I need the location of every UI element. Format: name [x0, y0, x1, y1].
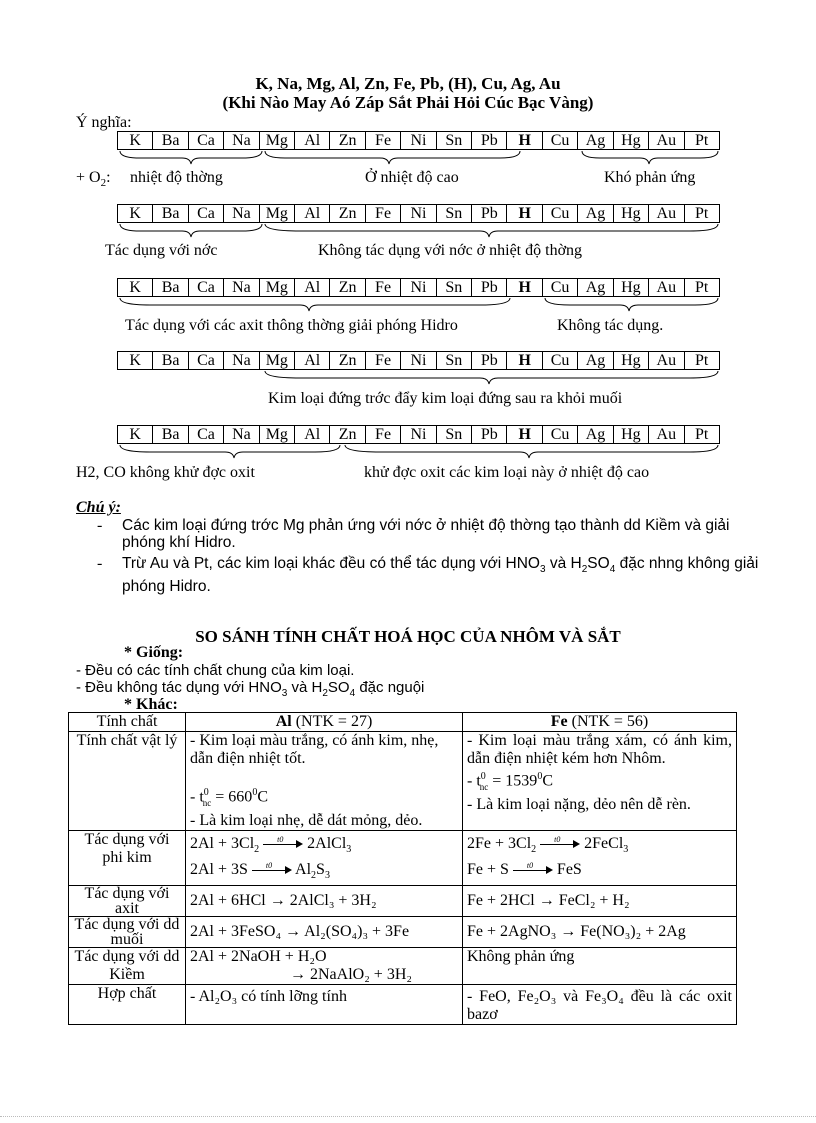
series-cell-ni: Ni — [401, 279, 436, 296]
series-cell-sn: Sn — [437, 279, 472, 296]
series-cell-ba: Ba — [153, 132, 188, 149]
series-cell-cu: Cu — [543, 205, 578, 222]
series-cell-mg: Mg — [260, 205, 295, 222]
series-cell-cu: Cu — [543, 279, 578, 296]
series-cell-ag: Ag — [578, 205, 613, 222]
series-cell-al: Al — [295, 352, 330, 369]
row5-label-b: khử đợc oxit các kim loại này ở nhiệt độ cao — [364, 464, 650, 481]
note-dash-2: - — [97, 555, 103, 572]
series-cell-hg: Hg — [614, 132, 649, 149]
arrow-icon: t0 — [540, 839, 580, 849]
series-cell-ca: Ca — [189, 205, 224, 222]
series-cell-ag: Ag — [578, 132, 613, 149]
brace — [265, 224, 718, 237]
series-cell-ni: Ni — [401, 352, 436, 369]
al-acid: 2Al + 6HCl → 2AlCl₃ + 3H₂ — [186, 885, 463, 916]
fe-acid: Fe + 2HCl → FeCl₂ + H₂ — [463, 885, 737, 916]
series-cell-al: Al — [295, 426, 330, 443]
series-cell-k: K — [118, 205, 153, 222]
series-cell-na: Na — [224, 279, 259, 296]
note-title: Chú ý: — [76, 499, 121, 516]
series-cell-al: Al — [295, 132, 330, 149]
series-cell-ag: Ag — [578, 279, 613, 296]
series-cell-h: H — [507, 352, 542, 369]
arrow-icon: t0 — [252, 865, 292, 875]
series-cell-ni: Ni — [401, 132, 436, 149]
series-cell-mg: Mg — [260, 426, 295, 443]
brace — [120, 151, 262, 164]
brace — [265, 151, 520, 164]
fe-compound: - FeO, Fe₂O₃ và Fe₃O₄ đều là các oxit bazơ — [463, 984, 737, 1024]
row-label-compound: Hợp chất — [69, 984, 186, 1024]
series-cell-k: K — [118, 426, 153, 443]
series-cell-mg: Mg — [260, 352, 295, 369]
series-cell-sn: Sn — [437, 352, 472, 369]
brace — [120, 224, 262, 237]
brace — [545, 298, 718, 311]
series-cell-mg: Mg — [260, 279, 295, 296]
header-al: Al (NTK = 27) — [186, 713, 463, 732]
series-cell-pb: Pb — [472, 132, 507, 149]
series-cell-ni: Ni — [401, 426, 436, 443]
series-cell-ag: Ag — [578, 426, 613, 443]
series-cell-sn: Sn — [437, 426, 472, 443]
series-cell-h: H — [507, 426, 542, 443]
series-cell-zn: Zn — [330, 132, 365, 149]
series-cell-fe: Fe — [366, 279, 401, 296]
row-label-physical: Tính chất vật lý — [69, 732, 186, 831]
series-cell-k: K — [118, 132, 153, 149]
table-row — [69, 984, 737, 1024]
series-cell-al: Al — [295, 205, 330, 222]
series-cell-fe: Fe — [366, 426, 401, 443]
series-cell-h: H — [507, 132, 542, 149]
series-cell-au: Au — [649, 352, 684, 369]
series-cell-sn: Sn — [437, 132, 472, 149]
row5-label-a: H2, CO không khử đợc oxit — [76, 464, 255, 481]
page-footer-divider — [0, 1116, 816, 1117]
note-2: Trừ Au và Pt, các kim loại khác đều có thể tác dụng với $HNO_3$ và $H_2SO_4$ đặc nhng không giải phóng Hidro. — [122, 555, 759, 596]
al-compound: - Al₂O₃ có tính lỡng tính — [186, 984, 463, 1024]
same-1: - Đều có các tính chất chung của kim loại. — [76, 662, 355, 679]
series-cell-hg: Hg — [614, 352, 649, 369]
series-cell-ca: Ca — [189, 279, 224, 296]
series-cell-al: Al — [295, 279, 330, 296]
series-cell-na: Na — [224, 132, 259, 149]
series-cell-ni: Ni — [401, 205, 436, 222]
series-cell-k: K — [118, 352, 153, 369]
series-cell-ca: Ca — [189, 426, 224, 443]
table-row — [69, 916, 737, 947]
brace — [120, 298, 510, 311]
series-cell-au: Au — [649, 426, 684, 443]
page-title: K, Na, Mg, Al, Zn, Fe, Pb, (H), Cu, Ag, Au — [255, 74, 561, 93]
series-cell-pt: Pt — [695, 352, 709, 369]
series-cell-na: Na — [224, 205, 259, 222]
series-cell-pt: Pt — [695, 205, 709, 222]
al-physical: - Kim loại màu trắng, có ánh kim, nhẹ, dẫn điện nhiệt tốt. - $t^0_{nc} = 660^0C$ - Là kim loại nhẹ, dễ dát mỏng, dẻo. — [186, 732, 463, 831]
series-cell-ag: Ag — [578, 352, 613, 369]
series-cell-h: H — [507, 205, 542, 222]
series-cell-pt: Pt — [695, 132, 709, 149]
series-cell-fe: Fe — [366, 132, 401, 149]
series-cell-pt: Pt — [695, 279, 709, 296]
brace — [120, 445, 340, 458]
table-row — [69, 947, 737, 984]
table-row — [69, 732, 737, 831]
series-cell-ca: Ca — [189, 352, 224, 369]
row1-label-a: nhiệt độ thờng — [130, 169, 223, 186]
series-cell-mg: Mg — [260, 132, 295, 149]
series-cell-au: Au — [649, 279, 684, 296]
series-cell-hg: Hg — [614, 426, 649, 443]
series-cell-au: Au — [649, 205, 684, 222]
row2-label-a: Tác dụng với nớc — [105, 242, 218, 259]
row4-label-a: Kim loại đứng trớc đẩy kim loại đứng sau ra khỏi muối — [268, 390, 623, 407]
series-cell-ba: Ba — [153, 279, 188, 296]
same-label: * Giống: — [124, 644, 184, 661]
series-cell-ba: Ba — [153, 205, 188, 222]
series-cell-pb: Pb — [472, 205, 507, 222]
series-cell-zn: Zn — [330, 205, 365, 222]
o2-label: + $O_2$: — [76, 169, 111, 190]
fe-nonmetal: $2Fe + 3Cl_2$ t0 2FeCl$_3$ Fe + S t0 FeS — [463, 830, 737, 885]
meaning-label: Ý nghĩa: — [76, 114, 132, 131]
series-cell-ba: Ba — [153, 426, 188, 443]
brace — [265, 371, 718, 384]
comparison-table — [68, 712, 737, 1025]
series-cell-cu: Cu — [543, 352, 578, 369]
series-cell-fe: Fe — [366, 352, 401, 369]
al-salt: 2Al + 3FeSO₄ → Al₂(SO₄)₃ + 3Fe — [186, 916, 463, 947]
row-label-acid: Tác dụng với axit — [69, 885, 186, 916]
series-cell-hg: Hg — [614, 279, 649, 296]
fe-alkali: Không phản ứng — [463, 947, 737, 984]
table-header-row — [69, 713, 737, 732]
series-cell-sn: Sn — [437, 205, 472, 222]
series-cell-pb: Pb — [472, 352, 507, 369]
series-cell-pt: Pt — [695, 426, 709, 443]
series-cell-cu: Cu — [543, 132, 578, 149]
series-cell-fe: Fe — [366, 205, 401, 222]
row1-label-c: Khó phản ứng — [604, 169, 696, 186]
series-cell-k: K — [118, 279, 153, 296]
series-cell-zn: Zn — [330, 426, 365, 443]
row-label-salt: Tác dụng với dd muối — [69, 916, 186, 947]
series-cell-hg: Hg — [614, 205, 649, 222]
series-cell-ca: Ca — [189, 132, 224, 149]
arrow-icon: t0 — [263, 839, 303, 849]
arrow-icon: t0 — [513, 865, 553, 875]
mnemonic: (Khi Nào May Aó Záp Sắt Phải Hỏi Cúc Bạc Vàng) — [222, 93, 594, 112]
series-cell-pb: Pb — [472, 426, 507, 443]
same-2: - Đều không tác dụng với $HNO_3$ và $H_2SO_4$ đặc nguội — [76, 679, 425, 699]
brace — [582, 151, 718, 164]
table-row — [69, 830, 737, 885]
al-nonmetal: $2Al + 3Cl_2$ t0 2AlCl$_3$ 2Al + 3S t0 $Al_2S_3$ — [186, 830, 463, 885]
table-row — [69, 885, 737, 916]
row-label-nonmetal: Tác dụng với phi kim — [69, 830, 186, 885]
fe-physical: - Kim loại màu trắng xám, có ánh kim, dẫn điện nhiệt kém hơn Nhôm. - $t^0_{nc} = 1539^0C$ - Là kim loại nặng, dẻo nên dễ rèn. — [463, 732, 737, 831]
row1-label-b: Ở nhiệt độ cao — [365, 169, 459, 186]
series-cell-cu: Cu — [543, 426, 578, 443]
series-cell-na: Na — [224, 352, 259, 369]
row3-label-a: Tác dụng với các axit thông thờng giải phóng Hidro — [125, 317, 458, 334]
diff-label: * Khác: — [124, 696, 178, 713]
row3-label-b: Không tác dụng. — [557, 317, 664, 334]
al-alkali: 2Al + 2NaOH + H₂O → 2NaAlO₂ + 3H₂ — [186, 947, 463, 984]
series-cell-ba: Ba — [153, 352, 188, 369]
row-label-alkali: Tác dụng với dd Kiềm — [69, 947, 186, 984]
header-property: Tính chất — [69, 713, 186, 732]
series-cell-au: Au — [649, 132, 684, 149]
note-dash-1: - — [97, 517, 103, 534]
series-cell-zn: Zn — [330, 279, 365, 296]
series-cell-h: H — [507, 279, 542, 296]
series-cell-pb: Pb — [472, 279, 507, 296]
compare-title: SO SÁNH TÍNH CHẤT HOÁ HỌC CỦA NHÔM VÀ SẮT — [195, 627, 621, 646]
series-cell-na: Na — [224, 426, 259, 443]
brace — [345, 445, 718, 458]
fe-salt: Fe + 2AgNO₃ → Fe(NO₃)₂ + 2Ag — [463, 916, 737, 947]
series-cell-zn: Zn — [330, 352, 365, 369]
header-fe: Fe (NTK = 56) — [463, 713, 737, 732]
note-1: Các kim loại đứng trớc Mg phản ứng với nớc ở nhiệt độ thờng tạo thành dd Kiềm và giải phóng khí Hidro. — [122, 517, 730, 551]
row2-label-b: Không tác dụng với nớc ở nhiệt độ thờng — [318, 242, 583, 259]
